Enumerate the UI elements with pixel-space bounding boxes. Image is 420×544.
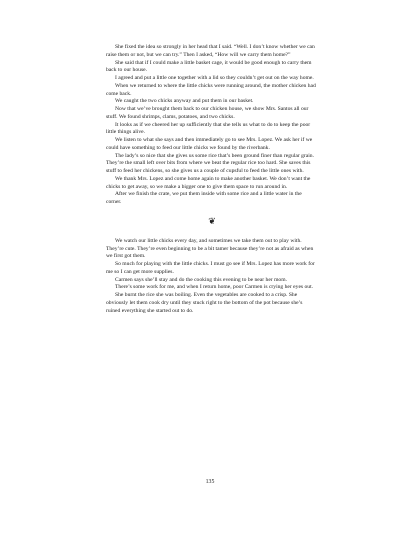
paragraph: So much for playing with the little chicks. I must go see if Mrs. Lopez has more work for me so I can get more supplies.	[106, 261, 315, 275]
page-number: 135	[205, 479, 215, 485]
paragraph: It looks as if we cheered her up sufficiently that she tells us what to do to keep the poor little things alive.	[106, 121, 311, 136]
paragraph: We thank Mrs. Lopez and come home again to make another basket. We don’t want the chicks to get away, so we make a bigger one to give them space to run around in.	[106, 175, 311, 190]
paragraph: After we finish the crate, we put them inside with some rice and a little water in the corner.	[106, 191, 302, 205]
paragraph: When we returned to where the little chicks were running around, the mother chicken had come back.	[106, 82, 316, 97]
paragraph: She burnt the rice she was boiling. Even the vegetables are cooked to a crisp. She obviously let them cook dry until they stuck right to the bottom of the pot because she’s ruined everything she started out to do.	[106, 292, 303, 314]
paragraph: We watch our little chicks every day, and sometimes we take them out to play with. They’re cute. They’re even beginning to be a bit tamer because they’re not as afraid as when we first got them.	[106, 237, 314, 260]
paragraph: Now that we’ve brought them back to our chicken house, we show Mrs. Santos all our stuff. We found shrimps, clams, potatoes, and two chicks.	[106, 106, 309, 120]
paragraph: She fixed the idea so strongly in her head that I said. “Well. I don’t know whether we can raise them or not, but we can try.” Then I asked, “How will we carry them home?”	[106, 44, 315, 58]
paragraph: We caught the two chicks anyway and put them in our basket.	[115, 98, 254, 105]
paragraph: The lady’s so nice that she gives us some rice that’s been ground finer than regular grain. They’re the small left over bits from where we beat the regular rice too hard. She saves this stuff to feed her chickens, so she gives us a couple of cupsful to feed the little ones with.	[106, 152, 314, 174]
paragraph: She said that if I could make a little basket cage, it would be good enough to carry them back to our house.	[106, 59, 312, 74]
paragraph: We listen to what she says and then immediately go to see Mrs. Lopez. We ask her if we could have something to feed our little chicks we found by the riverbank.	[106, 137, 313, 151]
paragraph: Carmen says she’ll stay and do the cooking this evening to be near her mom.	[115, 276, 287, 283]
paragraph: There’s some work for me, and when I return home, poor Carmen is crying her eyes out.	[115, 284, 314, 291]
section-break-ornament-icon: ❦	[208, 215, 216, 226]
page-body	[106, 44, 318, 315]
paragraph: I agreed and put a little one together with a lid so they couldn’t get out on the way home.	[115, 75, 314, 81]
